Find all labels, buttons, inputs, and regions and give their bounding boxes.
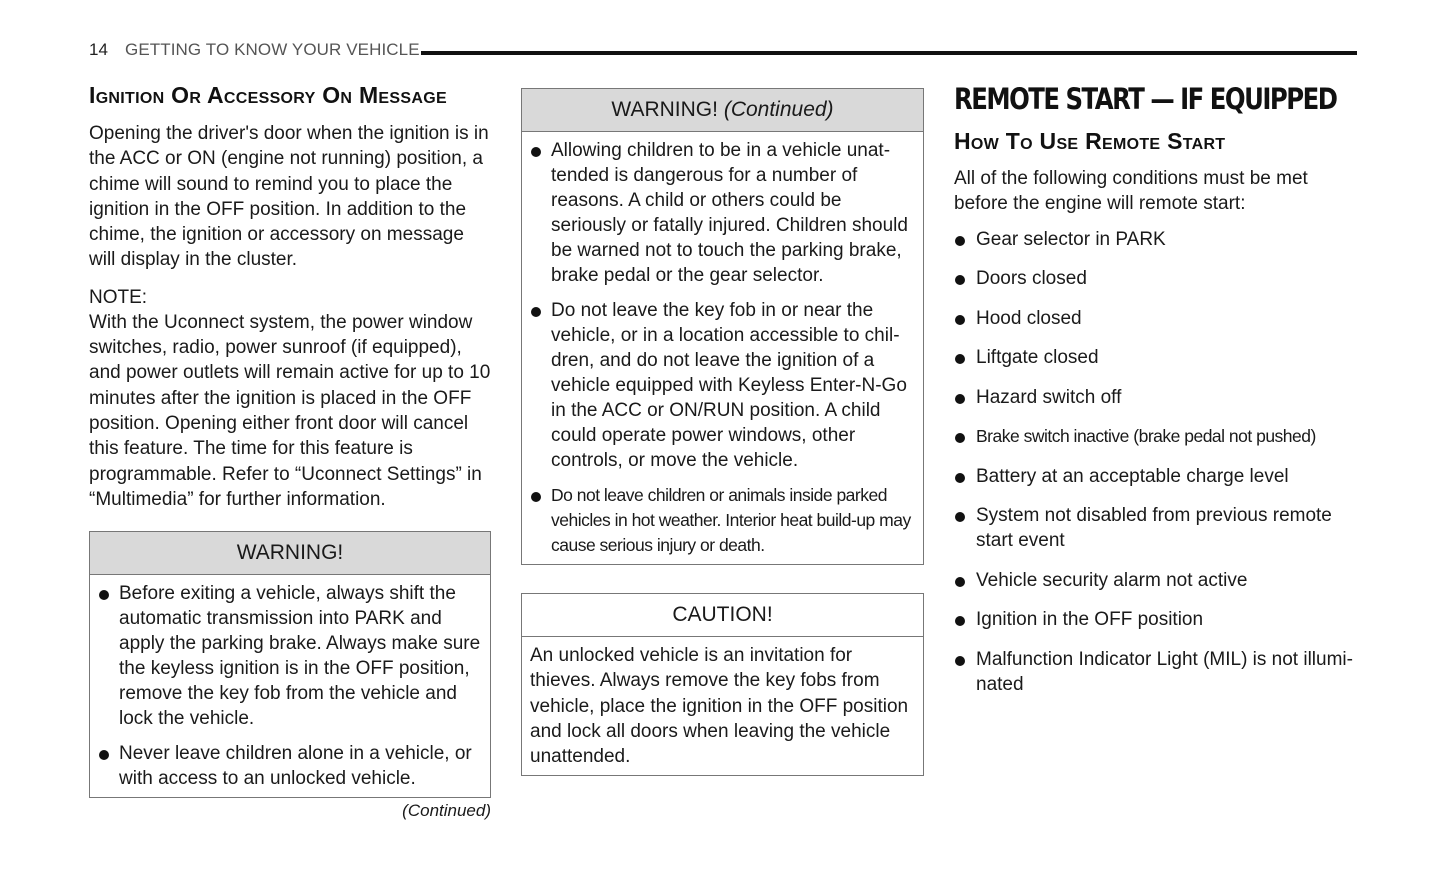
warning-item: Allowing children to be in a vehicle unattended is dangerous for a number of reasons. A child or others could be seriously or fatally injured. Children should be warned not to touch the parking brake, brake pedal or the gear selector. xyxy=(530,138,915,288)
warning-item: Before exiting a vehicle, always shift the automatic transmission into PARK and apply the parking brake. Always make sure the keyless ignition is in the OFF position, remove the key fob from the vehicle and lock the vehicle. xyxy=(98,581,482,731)
condition-item: Doors closed xyxy=(954,266,1359,291)
condition-item: Hazard switch off xyxy=(954,385,1359,410)
condition-item: System not disabled from previous remote start event xyxy=(954,503,1359,553)
warning-continued-title-text: WARNING! xyxy=(611,98,718,121)
condition-item: Brake switch inactive (brake pedal not pushed) xyxy=(954,424,1359,449)
condition-item: Gear selector in PARK xyxy=(954,227,1359,252)
warning-continued-list xyxy=(530,138,915,558)
conditions-list xyxy=(954,227,1359,697)
column-3 xyxy=(954,82,1359,697)
warning-item: Never leave children alone in a vehicle, or with access to an unlocked vehicle. xyxy=(98,741,482,791)
caution-body xyxy=(522,637,923,775)
warning-continued-title xyxy=(522,89,923,132)
warning-body xyxy=(90,575,490,797)
condition-item: Hood closed xyxy=(954,306,1359,331)
page-number: 14 xyxy=(89,40,108,59)
warning-item: Do not leave the key fob in or near the vehicle, or in a location accessible to children, and do not leave the ignition of a vehicle equipped with Keyless Enter-N-Go in the ACC or ON/RUN position. A child could operate power windows, other controls, or move the vehicle. xyxy=(530,298,915,473)
page-header xyxy=(89,38,1357,62)
remote-start-heading: REMOTE START — IF EQUIPPED xyxy=(954,82,1337,116)
caution-text: An unlocked vehicle is an invitation for thieves. Always remove the key fobs from vehicle, place the ignition in the OFF position and lock all doors when leaving the vehicle unattended. xyxy=(530,645,909,768)
caution-title: CAUTION! xyxy=(522,594,923,637)
condition-item: Malfunction Indicator Light (MIL) is not illuminated xyxy=(954,647,1359,697)
warning-continued-box xyxy=(521,88,924,565)
column-1 xyxy=(89,82,491,821)
condition-item: Vehicle security alarm not active xyxy=(954,568,1359,593)
note-text: With the Uconnect system, the power window switches, radio, power sunroof (if equipped), and power outlets will remain active for up to 10 minutes after the ignition is placed in the OFF position. Opening either front door will cancel this feature. The time for this feature is programmable. Refer to “Uconnect Settings” in “Multimedia” for further information. xyxy=(89,311,491,510)
how-to-use-heading: How To Use Remote Start xyxy=(954,128,1226,154)
condition-item: Ignition in the OFF position xyxy=(954,607,1359,632)
warning-continued-body xyxy=(522,132,923,564)
section-title: GETTING TO KNOW YOUR VEHICLE xyxy=(125,40,420,59)
header-rule xyxy=(421,51,1357,55)
column-2 xyxy=(521,88,924,776)
warning-box xyxy=(89,531,491,798)
caution-box xyxy=(521,593,924,776)
ignition-message-heading: Ignition Or Accessory On Message xyxy=(89,82,447,108)
warning-item: Do not leave children or animals inside parked vehicles in hot weather. Interior heat build-up may cause serious injury or death. xyxy=(530,483,915,558)
condition-item: Battery at an acceptable charge level xyxy=(954,464,1359,489)
conditions-intro: All of the following conditions must be met before the engine will remote start: xyxy=(954,168,1308,215)
continued-label: (Continued) xyxy=(402,801,491,821)
condition-item: Liftgate closed xyxy=(954,345,1359,370)
warning-title: WARNING! xyxy=(90,532,490,575)
note-label: NOTE: xyxy=(89,286,148,308)
ignition-message-paragraph: Opening the driver's door when the ignition is in the ACC or ON (engine not running) position, a chime will sound to remind you to place the ignition in the OFF position. In addition to the chime, the ignition or accessory on message will display in the cluster. xyxy=(89,123,489,271)
warning-continued-suffix: (Continued) xyxy=(723,98,834,121)
warning-list xyxy=(98,581,482,791)
